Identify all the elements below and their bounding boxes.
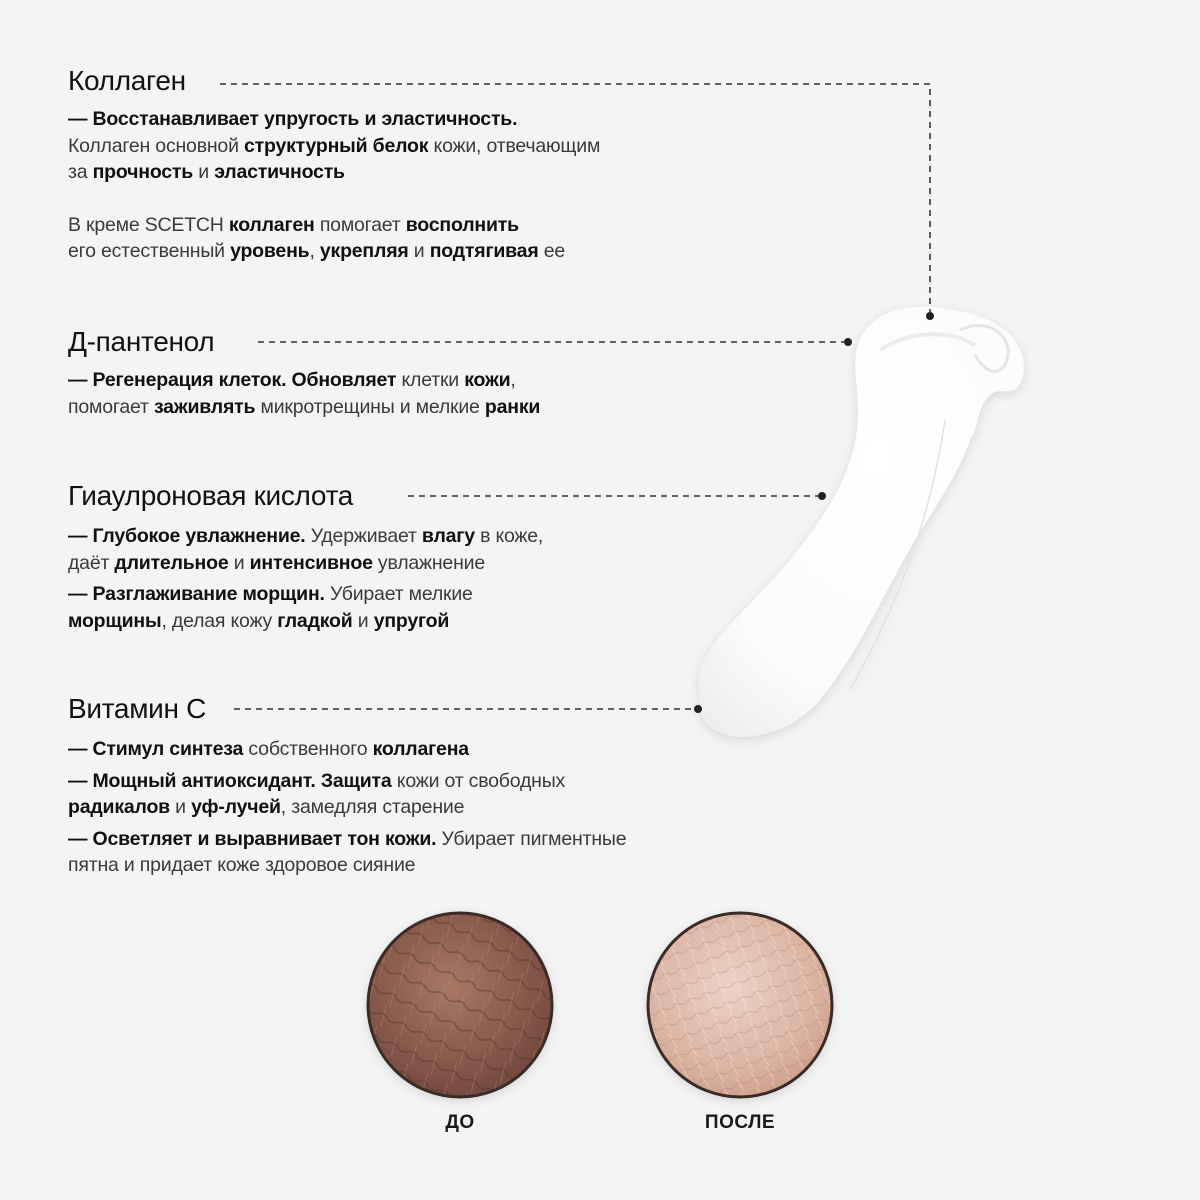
plain-text: и <box>193 161 215 183</box>
plain-text: собственного <box>243 738 373 760</box>
description-line <box>68 550 543 577</box>
emphasis-text: восполнить <box>405 213 519 236</box>
plain-text: , <box>510 369 516 391</box>
cream-swatch-icon <box>699 307 1024 737</box>
after-label: ПОСЛЕ <box>704 1112 776 1133</box>
ingredient-section-collagen <box>68 64 600 265</box>
emphasis-text: кожи <box>464 369 511 391</box>
emphasis-text: заживлять <box>153 395 256 418</box>
plain-text: помогает <box>314 213 406 236</box>
before-label: ДО <box>445 1112 475 1133</box>
leader-dot-hyaluronic <box>818 492 826 500</box>
description-line <box>68 159 600 186</box>
leader-dot-vitamin-c <box>694 705 702 713</box>
description-line <box>68 238 600 265</box>
emphasis-text: — Регенерация клеток. Обновляет <box>68 369 397 391</box>
ingredient-section-panthenol <box>68 325 540 420</box>
emphasis-text: уф-лучей <box>191 796 281 818</box>
plain-text: кожи от свободных <box>391 769 566 792</box>
emphasis-text: морщины <box>68 609 162 632</box>
emphasis-text: гладкой <box>277 609 353 632</box>
plain-text: кожи, отвечающим <box>428 134 601 157</box>
emphasis-text: — Восстанавливает упругость и эластичность. <box>68 108 518 130</box>
emphasis-text: структурный белок <box>244 134 429 157</box>
emphasis-text: — Глубокое увлажнение. <box>68 525 306 547</box>
emphasis-text: подтягивая <box>429 240 539 262</box>
ingredient-heading: Гиаулроновая кислота <box>68 480 354 511</box>
plain-text: Убирает пигментные <box>436 827 627 850</box>
plain-text: пятна и придает коже здоровое сияние <box>68 854 416 876</box>
ingredient-description <box>68 523 543 634</box>
plain-text: его естественный <box>68 240 231 262</box>
emphasis-text: интенсивное <box>249 551 373 574</box>
emphasis-text: укрепляя <box>319 240 409 262</box>
emphasis-text: — Осветляет и выравнивает тон кожи. <box>68 827 437 850</box>
plain-text: , делая кожу <box>161 609 278 632</box>
ingredient-description <box>68 736 626 879</box>
ingredient-description <box>68 106 600 265</box>
plain-text: Удерживает <box>305 525 422 547</box>
description-line <box>68 394 540 421</box>
ingredient-section-vitamin-c <box>68 692 626 879</box>
plain-text: и <box>352 609 374 632</box>
plain-text: и <box>228 551 250 574</box>
plain-text: ее <box>538 240 566 262</box>
emphasis-text: коллаген <box>228 213 315 236</box>
ingredient-heading: Витамин С <box>68 693 207 724</box>
description-line <box>68 736 626 763</box>
emphasis-text: — Разглаживание морщин. <box>68 583 325 605</box>
plain-text: микротрещины и мелкие <box>255 395 485 418</box>
emphasis-text: прочность <box>92 161 194 183</box>
description-line <box>68 523 543 550</box>
ingredient-section-hyaluronic-acid <box>68 479 543 634</box>
emphasis-text: упругой <box>373 609 450 632</box>
description-line <box>68 852 626 879</box>
plain-text: В креме SCETCH <box>68 213 229 236</box>
emphasis-text: эластичность <box>214 161 345 183</box>
emphasis-text: — Стимул синтеза <box>68 738 244 760</box>
description-line <box>68 212 600 239</box>
plain-text: даёт <box>68 551 115 574</box>
plain-text: за <box>68 161 93 183</box>
leader-dot-panthenol <box>844 338 852 346</box>
plain-text: и <box>408 240 430 262</box>
emphasis-text: длительное <box>114 551 229 574</box>
emphasis-text: коллагена <box>372 738 469 760</box>
description-line <box>68 106 600 133</box>
emphasis-text: уровень <box>230 240 310 262</box>
paragraph-gap <box>68 186 600 212</box>
description-line <box>68 794 626 821</box>
leader-dots <box>694 312 934 713</box>
plain-text: , замедляя старение <box>280 796 465 818</box>
description-line <box>68 367 540 394</box>
plain-text: и <box>169 796 192 818</box>
skin-before-circle-icon <box>368 913 552 1097</box>
description-line <box>68 581 543 608</box>
ingredient-description <box>68 367 540 420</box>
plain-text: помогает <box>68 395 154 418</box>
skin-after-circle-icon <box>648 913 832 1097</box>
ingredient-heading: Д-пантенол <box>68 326 215 357</box>
ingredient-heading: Коллаген <box>68 65 186 96</box>
plain-text: клетки <box>396 369 465 391</box>
description-line <box>68 768 626 795</box>
plain-text: Убирает мелкие <box>324 583 473 605</box>
description-line <box>68 133 600 160</box>
emphasis-text: — Мощный антиоксидант. Защита <box>68 769 392 792</box>
emphasis-text: влагу <box>421 525 475 547</box>
emphasis-text: радикалов <box>68 796 170 818</box>
leader-dot-collagen <box>926 312 934 320</box>
plain-text: в коже, <box>474 525 544 547</box>
description-line <box>68 826 626 853</box>
plain-text: Коллаген основной <box>68 134 244 157</box>
plain-text: , <box>309 240 320 262</box>
plain-text: увлажнение <box>372 551 485 574</box>
description-line <box>68 608 543 635</box>
emphasis-text: ранки <box>484 395 541 418</box>
